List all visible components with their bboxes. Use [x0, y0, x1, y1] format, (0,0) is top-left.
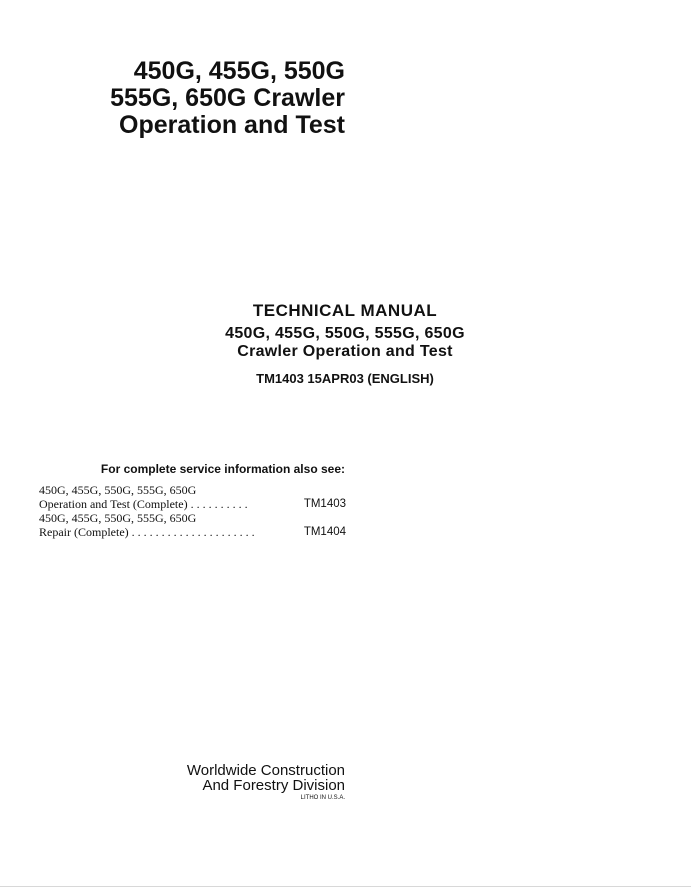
reference-row: [39, 497, 346, 511]
reference-item: [39, 511, 346, 539]
technical-models-line-2: Crawler Operation and Test: [237, 343, 453, 360]
reference-code: TM1404: [303, 526, 346, 538]
page-bottom-divider: [0, 886, 691, 887]
litho-note: LITHO IN U.S.A.: [300, 795, 345, 801]
technical-manual-block: [195, 300, 495, 387]
technical-manual-heading: TECHNICAL MANUAL: [252, 301, 438, 320]
cover-title-line-1: 450G, 455G, 550G: [133, 57, 345, 85]
cover-title-line-3: Operation and Test: [119, 111, 345, 139]
cover-title: [25, 58, 345, 139]
reference-title: Operation and Test (Complete) . . . . . . . . . .: [39, 497, 248, 511]
service-info-intro: For complete service information also see:: [100, 462, 345, 476]
technical-models-line-1: 450G, 455G, 550G, 555G, 650G: [225, 325, 465, 342]
reference-title: Repair (Complete) . . . . . . . . . . . . . . . . . . . . .: [39, 525, 255, 539]
reference-item: [39, 483, 346, 511]
division-line-2: And Forestry Division: [202, 777, 345, 794]
reference-row: [39, 525, 346, 539]
cover-title-line-2: 555G, 650G Crawler: [110, 84, 345, 112]
reference-models: 450G, 455G, 550G, 555G, 650G: [39, 483, 197, 497]
manual-number: TM1403 15APR03 (ENGLISH): [256, 371, 434, 386]
reference-list: [39, 483, 346, 539]
division-block: [187, 763, 345, 802]
reference-code: TM1403: [303, 498, 346, 510]
reference-models: 450G, 455G, 550G, 555G, 650G: [39, 511, 197, 525]
division-line-1: Worldwide Construction: [186, 762, 345, 779]
